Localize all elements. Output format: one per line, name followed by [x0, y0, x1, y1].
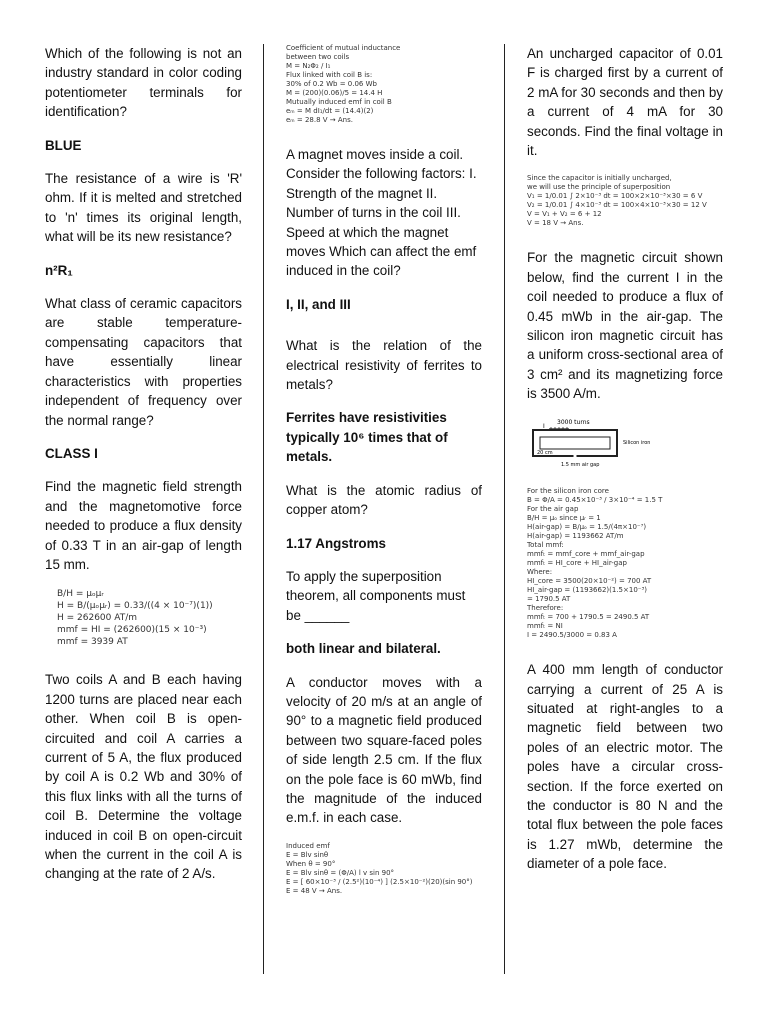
equation-line: HI_air-gap = (1193662)(1.5×10⁻³): [527, 586, 648, 595]
question-text: What is the atomic radius of copper atom?: [286, 482, 482, 518]
question-text: An uncharged capacitor of 0.01 F is charged first by a current of 2 mA for 30 seconds and then by a current of 4 mA for 30 seconds. Find the final voltage in it.: [527, 46, 723, 159]
question-text: A 400 mm length of conductor carrying a current of 25 A is situated at right-angles to a magnetic field between two poles of an electric motor. The poles have a circular cross-section. If the force exerted on the conductor is 80 N and the total flux between the pole faces is 1.27 mWb, determine the diameter of a pole face.: [527, 662, 723, 872]
question-text: To apply the superposition theorem, all components must be ______: [286, 568, 466, 623]
column-1: [45, 44, 242, 898]
material-label: Silicon iron: [623, 439, 651, 446]
equation-line: mmfₜ = HI_core + HI_air-gap: [527, 559, 627, 568]
magnetic-circuit-figure: [527, 418, 723, 473]
solution-block: [527, 487, 723, 640]
current-label: I: [543, 422, 545, 430]
equation-line: mmfₜ = 700 + 1790.5 = 2490.5 AT: [527, 613, 650, 622]
answer-text: Ferrites have resistivities typically 10⁶ times that of metals.: [286, 410, 448, 465]
answer-text: CLASS I: [45, 445, 98, 461]
column-3: [527, 44, 723, 888]
question-text: What class of ceramic capacitors are stable temperature-compensating capacitors that have essentially linear characteristics with properties independent of frequency over the normal range?: [45, 296, 242, 428]
question-text: For the magnetic circuit shown below, find the current I in the coil needed to produce a flux of 0.45 mWb in the air-gap. The silicon iron magnetic circuit has a uniform cross-sectional area of 3 cm² and its magnetizing force is 3500 A/m.: [527, 250, 723, 402]
equation-line: M = (200)(0.06)/5 = 14.4 H: [286, 89, 383, 97]
question-text: The resistance of a wire is 'R' ohm. If it is melted and stretched to 'n' times its original length, what will be its new resistance?: [45, 171, 242, 245]
equation-line: Therefore:: [527, 604, 564, 613]
equation-line: Total mmf:: [527, 541, 564, 550]
question-text: Two coils A and B each having 1200 turns are placed near each other. When coil B is open-circuited and coil A carries a current of 5 A, the flux produced by coil A is 0.2 Wb and 30% of this flux links with all the turns of coil B. Determine the voltage induced in coil B on open-circuit when the current in the coil A is changing at the rate of 2 A/s.: [45, 672, 242, 882]
question-text: A conductor moves with a velocity of 20 m/s at an angle of 90° to a magnetic field produced between two square-faced poles of side length 2.5 cm. If the flux on the pole face is 60 mWb, find the magnitude of the induced e.m.f. in each case.: [286, 674, 482, 826]
equation-line: V = 18 V → Ans.: [527, 219, 584, 228]
solution-block: [286, 44, 482, 125]
equation-line: between two coils: [286, 53, 350, 61]
equation-line: mmfₜ = NI: [527, 622, 563, 631]
question-text: Which of the following is not an industry standard in color coding potentiometer terminals for identification?: [45, 46, 242, 120]
equation-line: M = N₂Φ₂ / I₁: [286, 62, 331, 70]
solution-block: [286, 842, 482, 896]
equation-line: H = 262600 AT/m: [57, 613, 138, 624]
equation-line: E = [ 60×10⁻³ / (2.5²)(10⁻⁴) ] (2.5×10⁻²)(20)(sin 90°): [286, 877, 473, 886]
equation-line: H = B/(μₒμᵣ) = 0.33/((4 × 10⁻⁷)(1)): [57, 601, 213, 612]
equation-line: B/H = μₒ since μᵣ = 1: [527, 514, 601, 523]
equation-line: E = 48 V → Ans.: [286, 886, 343, 895]
equation-line: H(air-gap) = 1193662 AT/m: [527, 532, 624, 541]
answer-text: I, II, and III: [286, 296, 351, 312]
answer-text: BLUE: [45, 137, 82, 153]
solution-block: [527, 174, 723, 228]
equation-line: Induced emf: [286, 841, 330, 850]
equation-line: V₁ = 1/0.01 ∫ 2×10⁻³ dt = 100×2×10⁻³×30 = 6 V: [527, 192, 703, 201]
core-inner: [540, 437, 610, 449]
equation-line: = 1790.5 AT: [527, 595, 571, 604]
question-text: A magnet moves inside a coil. Consider the following factors: I. Strength of the magnet II. Number of turns in the coil III. Speed at which the magnet moves Which can affect the emf induced in the coil?: [286, 147, 477, 279]
answer-text: both linear and bilateral.: [286, 641, 441, 657]
equation-line: V = V₁ + V₂ = 6 + 12: [527, 210, 602, 219]
solution-block: [57, 588, 242, 648]
column-2: [286, 44, 482, 910]
equation-line: I = 2490.5/3000 = 0.83 A: [527, 631, 617, 640]
equation-line: mmf = 3939 AT: [57, 637, 128, 648]
equation-line: eₘ = 28.8 V → Ans.: [286, 116, 353, 124]
equation-line: 30% of 0.2 Wb = 0.06 Wb: [286, 80, 377, 88]
equation-line: mmfₜ = mmf_core + mmf_air-gap: [527, 550, 645, 559]
question-text: What is the relation of the electrical resistivity of ferrites to metals?: [286, 338, 482, 393]
equation-line: When θ = 90°: [286, 859, 336, 868]
length-label: 20 cm: [537, 449, 553, 456]
column-divider-right: [504, 44, 505, 974]
turns-label: 3000 turns: [557, 418, 590, 426]
equation-line: Since the capacitor is initially uncharged,: [527, 174, 672, 183]
equation-line: B = Φ/A = 0.45×10⁻³ / 3×10⁻⁴ = 1.5 T: [527, 496, 663, 505]
equation-line: V₂ = 1/0.01 ∫ 4×10⁻³ dt = 100×4×10⁻³×30 = 12 V: [527, 201, 707, 210]
column-divider-left: [263, 44, 264, 974]
answer-text: n²R₁: [45, 262, 73, 278]
equation-line: Flux linked with coil B is:: [286, 71, 373, 79]
gap-label: 1.5 mm air gap: [561, 461, 600, 468]
equation-line: mmf = HI = (262600)(15 × 10⁻³): [57, 625, 207, 636]
equation-line: H(air-gap) = B/μₒ = 1.5/(4π×10⁻⁷): [527, 523, 647, 532]
equation-line: Where:: [527, 568, 553, 577]
equation-line: we will use the principle of superposition: [527, 183, 671, 192]
equation-line: Mutually induced emf in coil B: [286, 98, 392, 106]
equation-line: B/H = μₒμᵣ: [57, 589, 104, 600]
equation-line: For the air gap: [527, 505, 579, 514]
equation-line: Coefficient of mutual inductance: [286, 44, 401, 52]
equation-line: HI_core = 3500(20×10⁻²) = 700 AT: [527, 577, 652, 586]
equation-line: E = Blv sinθ = (Φ/A) l v sin 90°: [286, 868, 395, 877]
equation-line: eₘ = M dI₁/dt = (14.4)(2): [286, 107, 374, 115]
equation-line: E = Blv sinθ: [286, 850, 329, 859]
answer-text: 1.17 Angstroms: [286, 535, 386, 551]
magnetic-circuit-diagram: [527, 418, 657, 468]
question-text: Find the magnetic field strength and the magnetomotive force needed to produce a flux density of 0.33 T in an air-gap of length 15 mm.: [45, 479, 242, 572]
equation-line: For the silicon iron core: [527, 487, 609, 496]
